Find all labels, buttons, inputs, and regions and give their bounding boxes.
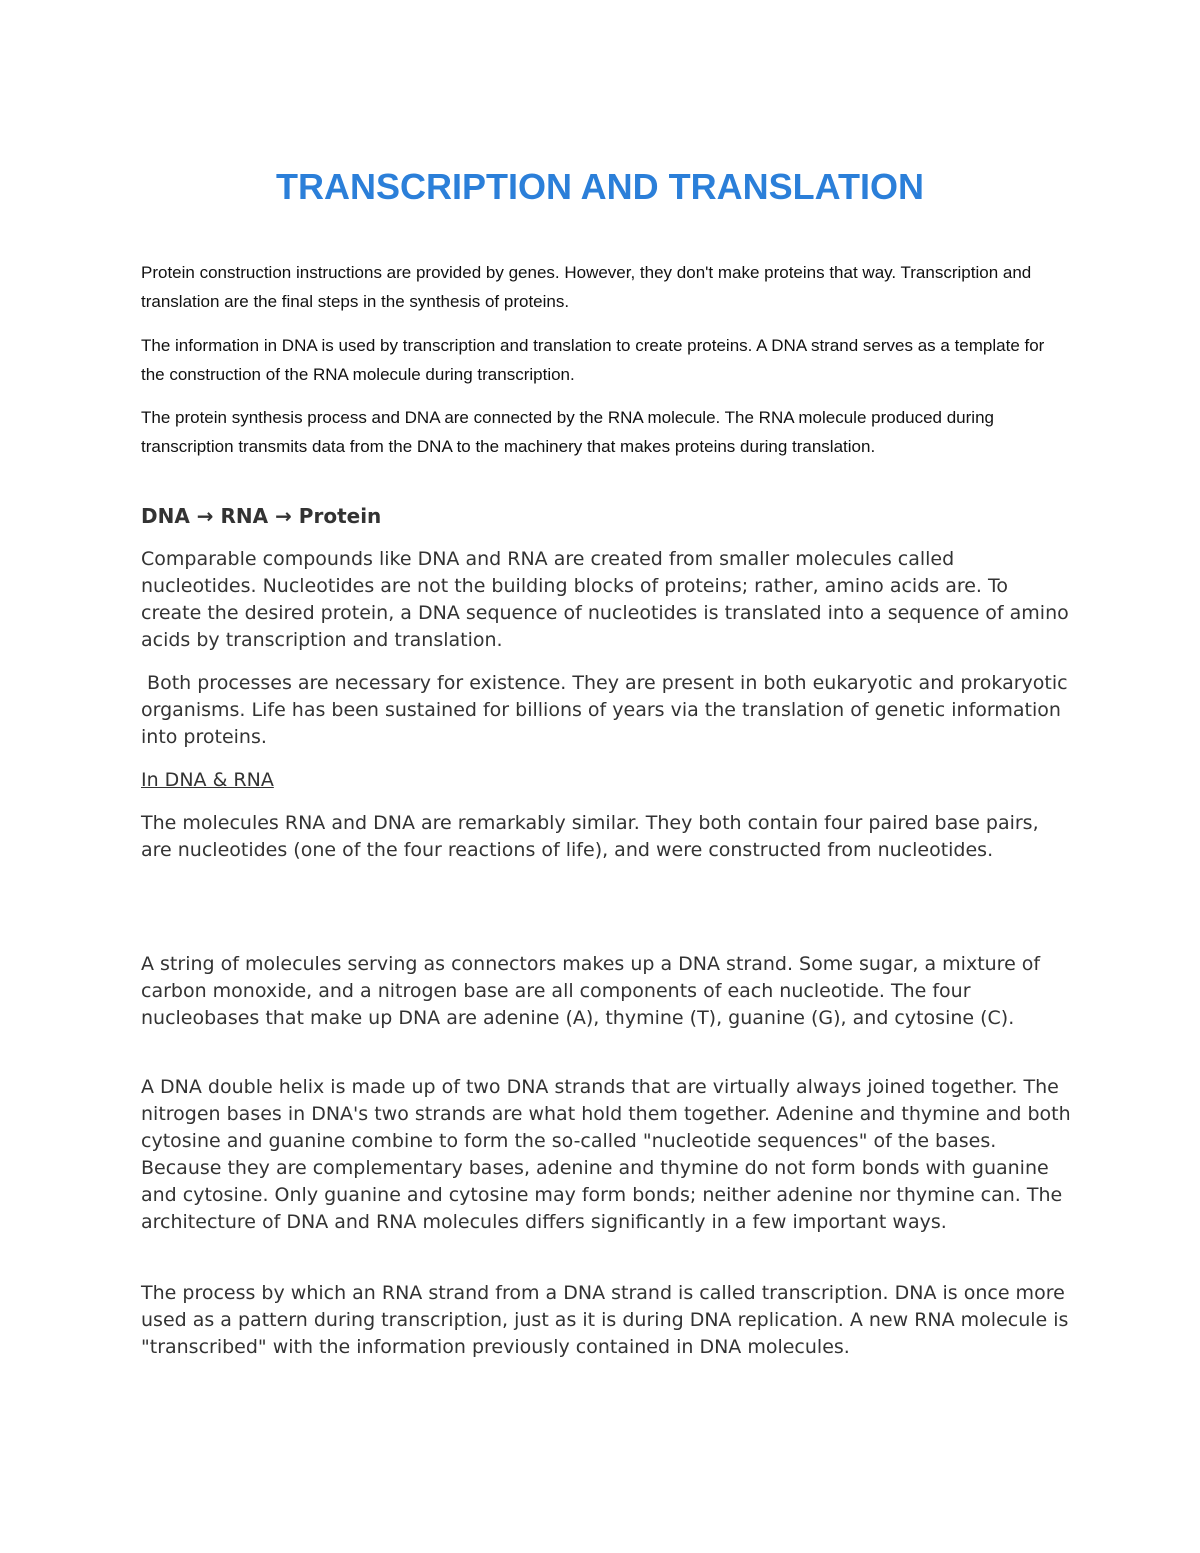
body-paragraph: Both processes are necessary for existence. They are present in both eukaryotic and prokaryotic organisms. Life has been sustained for billions of years via the translation of genetic information into proteins. <box>141 672 1074 748</box>
body-paragraph: The process by which an RNA strand from a DNA strand is called transcription. DNA is once more used as a pattern during transcription, just as it is during DNA replication. A new RNA molecule is "transcribed" with the information previously contained in DNA molecules. <box>141 1282 1069 1358</box>
body-paragraph: A DNA double helix is made up of two DNA strands that are virtually always joined together. The nitrogen bases in DNA's two strands are what hold them together. Adenine and thymine and both cytosine and guanine combine to form the so-called "nucleotide sequences" of the bases. Because they are complementary bases, adenine and thymine do not form bonds with guanine and cytosine. Only guanine and cytosine may form bonds; neither adenine nor thymine can. The architecture of DNA and RNA molecules differs significantly in a few important ways. <box>141 1076 1071 1233</box>
page-title: TRANSCRIPTION AND TRANSLATION <box>276 166 924 207</box>
intro-paragraph: Protein construction instructions are provided by genes. However, they don't make proteins that way. Transcription and translation are the final steps in the synthesis of proteins. <box>141 263 1032 311</box>
section-subheading: In DNA & RNA <box>141 769 274 791</box>
intro-paragraph: The information in DNA is used by transcription and translation to create proteins. A DNA strand serves as a template for the construction of the RNA molecule during transcription. <box>141 336 1045 384</box>
body-paragraph: A string of molecules serving as connectors makes up a DNA strand. Some sugar, a mixture of carbon monoxide, and a nitrogen base are all components of each nucleotide. The four nucleobases that make up DNA are adenine (A), thymine (T), guanine (G), and cytosine (C). <box>141 953 1041 1029</box>
body-paragraph: Comparable compounds like DNA and RNA are created from smaller molecules called nucleotides. Nucleotides are not the building blocks of proteins; rather, amino acids are. To create the desired protein, a DNA sequence of nucleotides is translated into a sequence of amino acids by transcription and translation. <box>141 548 1069 651</box>
intro-paragraph: The protein synthesis process and DNA are connected by the RNA molecule. The RNA molecule produced during transcription transmits data from the DNA to the machinery that makes proteins during translation. <box>141 408 994 456</box>
body-paragraph: The molecules RNA and DNA are remarkably similar. They both contain four paired base pairs, are nucleotides (one of the four reactions of life), and were constructed from nucleotides. <box>141 812 1039 861</box>
flow-heading: DNA → RNA → Protein <box>141 504 382 528</box>
